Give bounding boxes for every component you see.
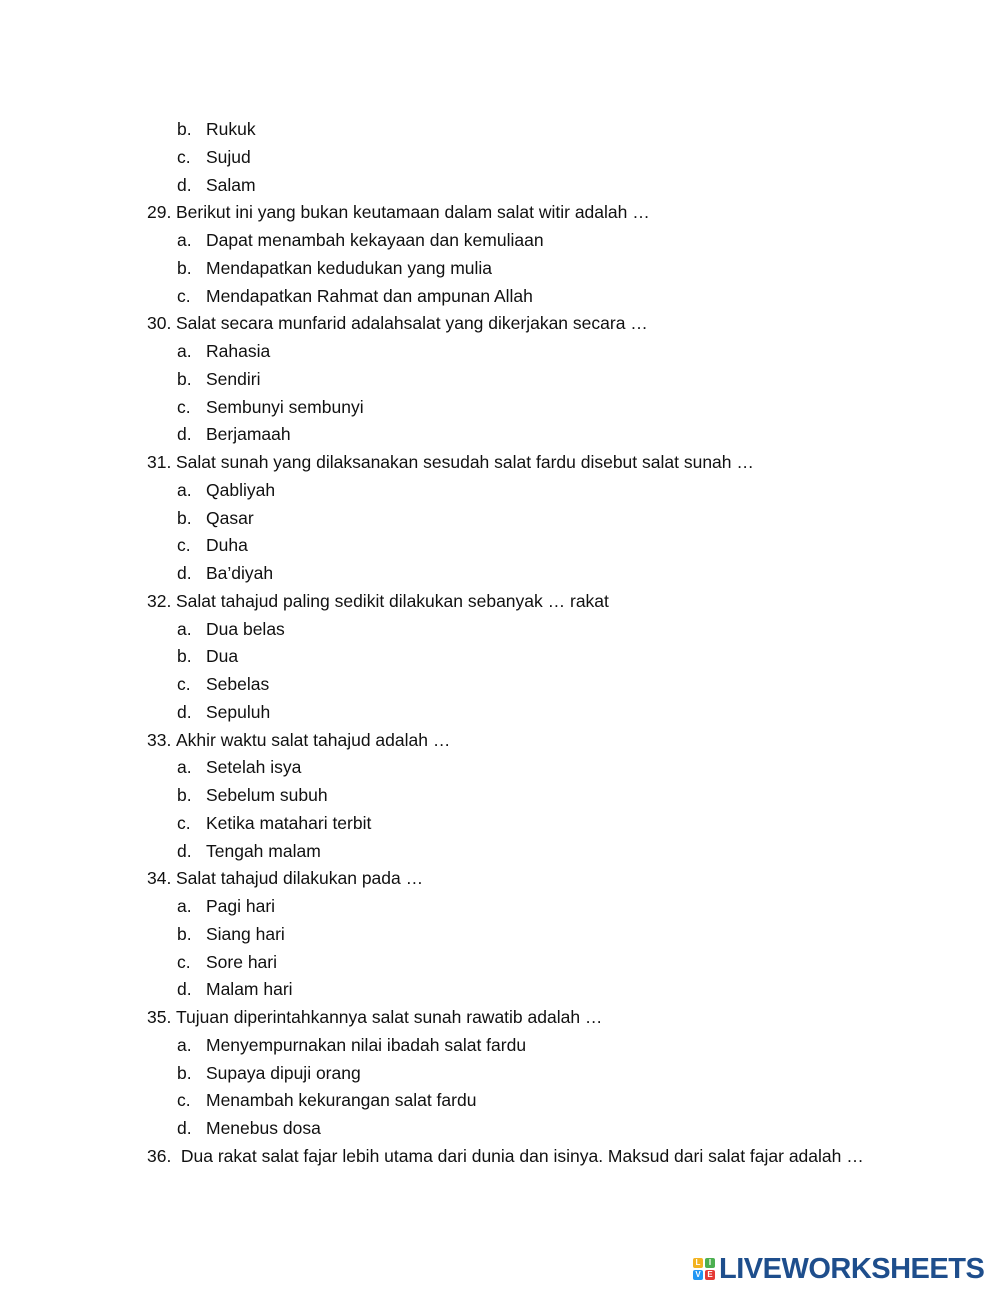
question-number: 36. <box>147 1145 172 1166</box>
option-letter: d. <box>177 979 192 1000</box>
answer-option <box>0 810 1000 838</box>
answer-option <box>0 643 1000 671</box>
option-letter: b. <box>177 368 192 389</box>
option-letter: b. <box>177 785 192 805</box>
option-text: Sendiri <box>206 368 261 389</box>
option-letter: d. <box>177 563 192 583</box>
answer-option <box>0 532 1000 560</box>
option-letter: c. <box>177 146 191 167</box>
answer-option <box>0 283 1000 311</box>
answer-option <box>0 477 1000 505</box>
option-letter: b. <box>177 1062 192 1083</box>
option-letter: d. <box>177 1118 192 1138</box>
option-letter: d. <box>177 840 192 861</box>
option-letter: a. <box>177 479 192 500</box>
logo-tile: V <box>693 1270 703 1280</box>
option-text: Berjamaah <box>206 424 291 445</box>
question-number: 34. <box>147 868 172 889</box>
option-text: Salam <box>206 174 256 195</box>
answer-option <box>0 227 1000 255</box>
option-letter: a. <box>177 618 192 639</box>
question-number: 29. <box>147 202 172 223</box>
answer-option <box>0 1060 1000 1088</box>
answer-option <box>0 394 1000 422</box>
worksheet-content <box>0 116 1000 1171</box>
liveworksheets-logo-icon <box>693 1258 715 1280</box>
answer-option <box>0 172 1000 200</box>
option-text: Qasar <box>206 507 254 528</box>
answer-option <box>0 699 1000 727</box>
question-number: 32. <box>147 590 172 611</box>
answer-option <box>0 1115 1000 1143</box>
option-letter: c. <box>177 535 191 556</box>
option-text: Dua belas <box>206 618 285 639</box>
option-text: Menambah kekurangan salat fardu <box>206 1090 477 1111</box>
logo-tile: E <box>705 1270 715 1280</box>
liveworksheets-wordmark: LIVEWORKSHEETS <box>719 1252 985 1285</box>
question-text: Salat secara munfarid adalahsalat yang dikerjakan secara … <box>176 313 648 334</box>
answer-option <box>0 116 1000 144</box>
option-letter: c. <box>177 1090 191 1111</box>
question <box>0 1143 1000 1171</box>
question <box>0 588 1000 616</box>
question <box>0 449 1000 477</box>
answer-option <box>0 893 1000 921</box>
option-text: Dapat menambah kekayaan dan kemuliaan <box>206 230 544 250</box>
question-number: 31. <box>147 452 172 472</box>
option-letter: a. <box>177 896 192 916</box>
option-text: Sepuluh <box>206 701 271 722</box>
answer-option <box>0 616 1000 644</box>
option-letter: b. <box>177 257 192 278</box>
question <box>0 727 1000 755</box>
option-letter: d. <box>177 174 192 195</box>
option-text: Ketika matahari terbit <box>206 812 372 833</box>
option-text: Sujud <box>206 146 251 167</box>
option-letter: c. <box>177 674 191 694</box>
answer-option <box>0 560 1000 588</box>
option-text: Menyempurnakan nilai ibadah salat fardu <box>206 1034 527 1055</box>
question-text: Salat sunah yang dilaksanakan sesudah salat fardu disebut salat sunah … <box>176 452 754 472</box>
question-text: Dua rakat salat fajar lebih utama dari dunia dan isinya. Maksud dari salat fajar adalah … <box>176 1145 864 1166</box>
question-text: Akhir waktu salat tahajud adalah … <box>176 729 451 750</box>
option-text: Dua <box>206 646 239 667</box>
option-letter: a. <box>177 757 192 778</box>
question <box>0 310 1000 338</box>
answer-option <box>0 782 1000 810</box>
option-letter: b. <box>177 119 192 139</box>
answer-option <box>0 921 1000 949</box>
option-text: Sebelas <box>206 674 270 694</box>
option-letter: a. <box>177 341 192 361</box>
logo-tile: L <box>693 1258 703 1268</box>
answer-option <box>0 505 1000 533</box>
option-letter: a. <box>177 1034 192 1055</box>
answer-option <box>0 338 1000 366</box>
option-letter: a. <box>177 230 192 250</box>
option-text: Mendapatkan Rahmat dan ampunan Allah <box>206 285 533 306</box>
option-letter: c. <box>177 285 191 306</box>
option-text: Mendapatkan kedudukan yang mulia <box>206 257 493 278</box>
answer-option <box>0 144 1000 172</box>
question-text: Berikut ini yang bukan keutamaan dalam salat witir adalah … <box>176 202 650 223</box>
option-text: Supaya dipuji orang <box>206 1062 361 1083</box>
answer-option <box>0 1087 1000 1115</box>
question-text: Tujuan diperintahkannya salat sunah rawatib adalah … <box>176 1007 603 1027</box>
answer-option <box>0 671 1000 699</box>
option-letter: c. <box>177 396 191 417</box>
answer-option <box>0 976 1000 1004</box>
option-letter: b. <box>177 646 192 667</box>
question <box>0 1004 1000 1032</box>
question <box>0 199 1000 227</box>
answer-option <box>0 421 1000 449</box>
question-text: Salat tahajud dilakukan pada … <box>176 868 424 889</box>
question <box>0 865 1000 893</box>
option-letter: c. <box>177 812 191 833</box>
option-text: Duha <box>206 535 248 556</box>
option-letter: b. <box>177 507 192 528</box>
question-number: 35. <box>147 1007 172 1027</box>
option-text: Malam hari <box>206 979 293 1000</box>
question-number: 33. <box>147 729 172 750</box>
option-text: Ba’diyah <box>206 563 274 583</box>
option-text: Sembunyi sembunyi <box>206 396 364 417</box>
option-text: Sebelum subuh <box>206 785 328 805</box>
option-text: Rukuk <box>206 119 256 139</box>
answer-option <box>0 1032 1000 1060</box>
option-text: Sore hari <box>206 951 278 972</box>
option-text: Setelah isya <box>206 757 302 778</box>
logo-tile: I <box>705 1258 715 1268</box>
answer-option <box>0 949 1000 977</box>
option-text: Menebus dosa <box>206 1118 321 1138</box>
option-text: Pagi hari <box>206 896 276 916</box>
answer-option <box>0 754 1000 782</box>
answer-option <box>0 838 1000 866</box>
option-text: Rahasia <box>206 341 271 361</box>
answer-option <box>0 255 1000 283</box>
option-text: Tengah malam <box>206 840 321 861</box>
option-letter: c. <box>177 951 191 972</box>
question-text: Salat tahajud paling sedikit dilakukan sebanyak … rakat <box>176 590 609 611</box>
option-letter: d. <box>177 424 192 445</box>
question-number: 30. <box>147 313 172 334</box>
option-text: Qabliyah <box>206 479 276 500</box>
option-letter: d. <box>177 701 192 722</box>
option-letter: b. <box>177 923 192 944</box>
liveworksheets-logo <box>693 1254 984 1284</box>
option-text: Siang hari <box>206 923 285 944</box>
answer-option <box>0 366 1000 394</box>
